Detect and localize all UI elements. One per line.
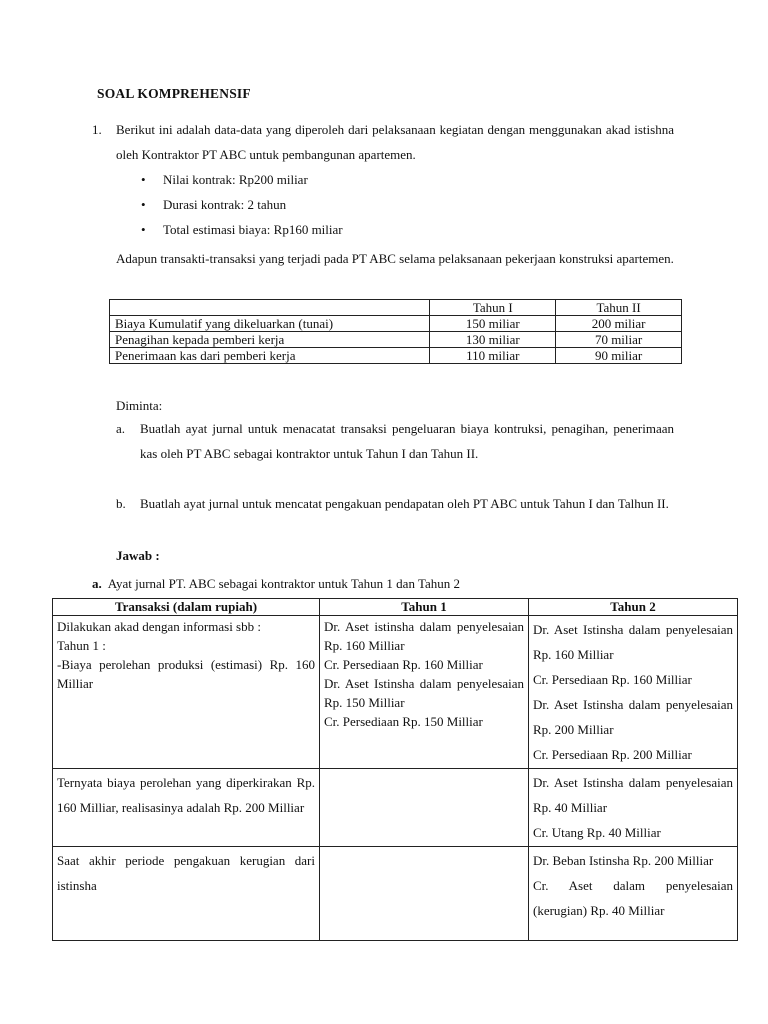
cell-line: Cr. Persediaan Rp. 150 Milliar (324, 714, 483, 729)
page-title: SOAL KOMPREHENSIF (97, 86, 251, 101)
table-cell (529, 847, 738, 941)
task-label: b. (116, 496, 126, 511)
cell-line: Dr. Aset Istinsha dalam penyelesaian Rp. 40 Milliar (533, 775, 733, 815)
table-header: Tahun II (556, 300, 682, 316)
task-b (116, 491, 674, 516)
cell-line: Cr. Persediaan Rp. 160 Milliar (533, 672, 692, 687)
table-header: Transaksi (dalam rupiah) (53, 599, 320, 616)
bullet-item: • Nilai kontrak: Rp200 miliar (141, 167, 343, 192)
bullet-item: • Durasi kontrak: 2 tahun (141, 192, 343, 217)
table-row (53, 847, 738, 941)
table-header: Tahun I (430, 300, 556, 316)
cell-line: Dr. Beban Istinsha Rp. 200 Milliar (533, 853, 714, 868)
journal-table (52, 598, 738, 941)
table-row (53, 616, 738, 769)
table-cell (320, 847, 529, 941)
table-cell (53, 847, 320, 941)
cell-line: Dr. Aset Istinsha dalam penyelesaian Rp. 200 Milliar (533, 697, 733, 737)
table-row (53, 769, 738, 847)
cell-line: Cr. Utang Rp. 40 Milliar (533, 825, 661, 840)
task-text: Buatlah ayat jurnal untuk menacatat transaksi pengeluaran biaya kontruksi, penagihan, penerimaan kas oleh PT ABC sebagai kontraktor untuk Tahun I dan Tahun II. (140, 421, 674, 461)
table-cell: 200 miliar (556, 316, 682, 332)
table-header-row (53, 599, 738, 616)
table-cell: 110 miliar (430, 348, 556, 364)
answer-heading: Jawab : (116, 548, 160, 563)
cell-line: Dr. Aset Istinsha dalam penyelesaian Rp. 160 Milliar (533, 622, 733, 662)
table-cell: 90 miliar (556, 348, 682, 364)
table-cell: 150 miliar (430, 316, 556, 332)
answer-sub-title: Ayat jurnal PT. ABC sebagai kontraktor untuk Tahun 1 dan Tahun 2 (107, 576, 461, 591)
question-intro: Berikut ini adalah data-data yang diperoleh dari pelaksanaan kegiatan dengan menggunakan akad istishna oleh Kontraktor PT ABC untuk pembangunan apartemen. (116, 122, 674, 162)
table-cell (529, 616, 738, 769)
table-header: Tahun 2 (529, 599, 738, 616)
table-header: Tahun 1 (320, 599, 529, 616)
task-a (116, 416, 674, 466)
answer-subtitle (92, 571, 460, 596)
table-cell (320, 769, 529, 847)
transactions-intro: Adapun transakti-transaksi yang terjadi pada PT ABC selama pelaksanaan pekerjaan konstruksi apartemen. (116, 251, 674, 266)
table-cell: Penerimaan kas dari pemberi kerja (110, 348, 430, 364)
cell-line: Cr. Aset dalam penyelesaian (kerugian) Rp. 40 Milliar (533, 878, 733, 918)
answer-sub-label: a. (92, 576, 102, 591)
cell-line: Dr. Aset Istinsha dalam penyelesaian Rp. 150 Milliar (324, 676, 524, 710)
cell-line: -Biaya perolehan produksi (estimasi) Rp. 160 Milliar (57, 657, 315, 691)
cell-line: Cr. Persediaan Rp. 160 Milliar (324, 657, 483, 672)
table-row (110, 348, 682, 364)
table-row (110, 316, 682, 332)
cell-line: Dilakukan akad dengan informasi sbb : (57, 619, 261, 634)
table-cell: 130 miliar (430, 332, 556, 348)
task-text: Buatlah ayat jurnal untuk mencatat pengakuan pendapatan oleh PT ABC untuk Tahun I dan Talhun II. (140, 496, 669, 511)
task-label: a. (116, 421, 126, 436)
table-cell: Biaya Kumulatif yang dikeluarkan (tunai) (110, 316, 430, 332)
table-cell (529, 769, 738, 847)
cell-line: Saat akhir periode pengakuan kerugian dari istinsha (57, 853, 315, 893)
contract-info-list (141, 167, 343, 242)
table-header (110, 300, 430, 316)
table-row (110, 332, 682, 348)
table-cell: Penagihan kepada pemberi kerja (110, 332, 430, 348)
cell-line: Ternyata biaya perolehan yang diperkirakan Rp. 160 Milliar, realisasinya adalah Rp. 200 Milliar (57, 775, 315, 815)
bullet-item: • Total estimasi biaya: Rp160 miliar (141, 217, 343, 242)
diminta-label: Diminta: (116, 398, 163, 413)
table-cell (320, 616, 529, 769)
table-cell (53, 616, 320, 769)
cell-line: Dr. Aset istinsha dalam penyelesaian Rp. 160 Milliar (324, 619, 524, 653)
table-cell (53, 769, 320, 847)
table-header-row (110, 300, 682, 316)
cell-line: Cr. Persediaan Rp. 200 Milliar (533, 747, 692, 762)
cell-line: Tahun 1 : (57, 638, 106, 653)
table-cell: 70 miliar (556, 332, 682, 348)
transactions-table (109, 299, 682, 364)
question-number: 1. (92, 122, 102, 137)
